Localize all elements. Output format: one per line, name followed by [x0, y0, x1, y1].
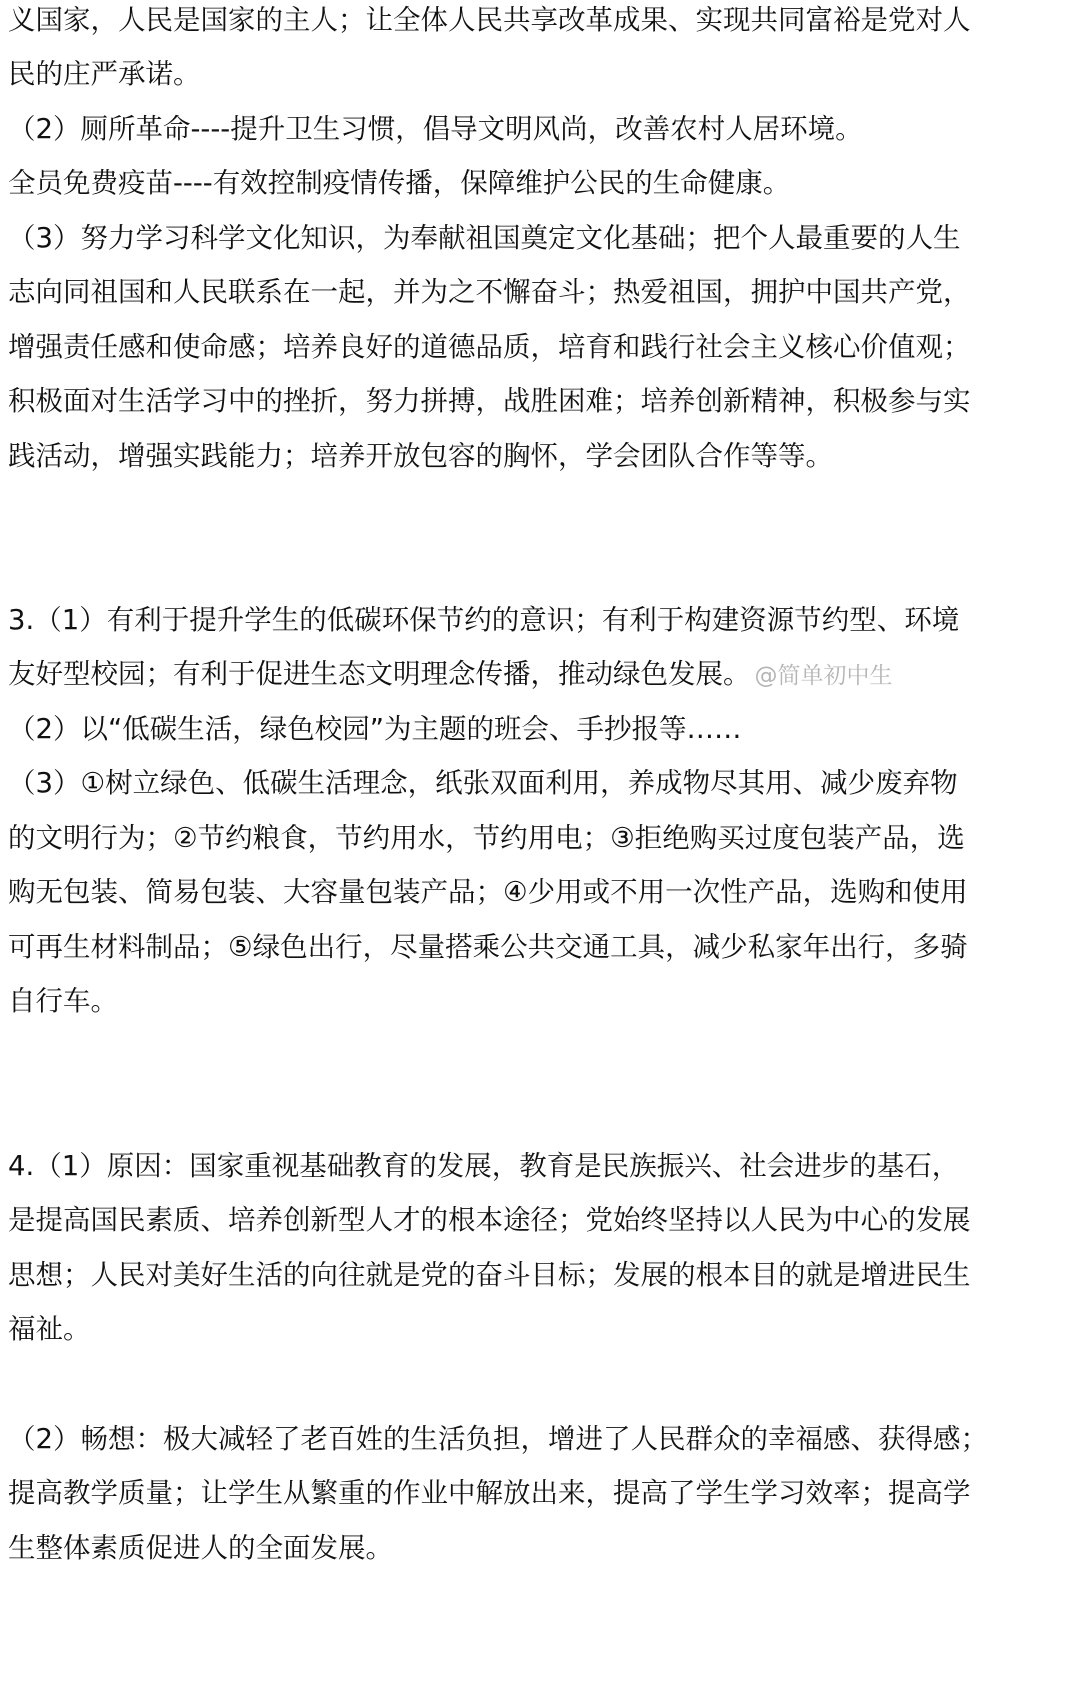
text-line: （2）以“低碳生活，绿色校园”为主题的班会、手抄报等……: [8, 713, 742, 745]
text-line: 的文明行为；②节约粮食，节约用水，节约用电；③拒绝购买过度包装产品，选: [8, 822, 965, 854]
text-line: 志向同祖国和人民联系在一起，并为之不懈奋斗；热爱祖国，拥护中国共产党，: [8, 276, 971, 308]
text-line: 是提高国民素质、培养创新型人才的根本途径；党始终坚持以人民为中心的发展: [8, 1204, 971, 1236]
text-line: 4.（1）原因：国家重视基础教育的发展，教育是民族振兴、社会进步的基石，: [8, 1150, 960, 1182]
text-line: 3.（1）有利于提升学生的低碳环保节约的意识；有利于构建资源节约型、环境: [8, 604, 960, 636]
text-line: 友好型校园；有利于促进生态文明理念传播，推动绿色发展。: [8, 658, 751, 690]
text-line: 义国家，人民是国家的主人；让全体人民共享改革成果、实现共同富裕是党对人: [8, 4, 971, 36]
text-line: 增强责任感和使命感；培养良好的道德品质，培育和践行社会主义核心价值观；: [8, 331, 971, 363]
text-line: 购无包装、简易包装、大容量包装产品；④少用或不用一次性产品，选购和使用: [8, 876, 968, 908]
text-line: 思想；人民对美好生活的向往就是党的奋斗目标；发展的根本目的就是增进民生: [8, 1259, 971, 1291]
text-line: 全员免费疫苗----有效控制疫情传播，保障维护公民的生命健康。: [8, 167, 791, 199]
watermark: @简单初中生: [754, 663, 893, 689]
text-line-with-watermark: [8, 654, 1072, 696]
text-line: （3）①树立绿色、低碳生活理念，纸张双面利用，养成物尽其用、减少废弃物: [8, 767, 958, 799]
text-line: 自行车。: [8, 985, 118, 1017]
text-line: 福祉。: [8, 1313, 91, 1345]
text-line: （3）努力学习科学文化知识，为奉献祖国奠定文化基础；把个人最重要的人生: [8, 222, 961, 254]
text-line: （2）厕所革命----提升卫生习惯，倡导文明风尚，改善农村人居环境。: [8, 113, 863, 145]
text-line: 生整体素质促进人的全面发展。: [8, 1532, 393, 1564]
text-line: 可再生材料制品；⑤绿色出行，尽量搭乘公共交通工具，减少私家年出行，多骑: [8, 931, 968, 963]
text-line: 践活动，增强实践能力；培养开放包容的胸怀，学会团队合作等等。: [8, 440, 833, 472]
text-line: 民的庄严承诺。: [8, 58, 201, 90]
text-line: 积极面对生活学习中的挫折，努力拼搏，战胜困难；培养创新精神，积极参与实: [8, 385, 971, 417]
text-line: （2）畅想：极大减轻了老百姓的生活负担，增进了人民群众的幸福感、获得感；: [8, 1423, 988, 1455]
text-line: 提高教学质量；让学生从繁重的作业中解放出来，提高了学生学习效率；提高学: [8, 1477, 971, 1509]
